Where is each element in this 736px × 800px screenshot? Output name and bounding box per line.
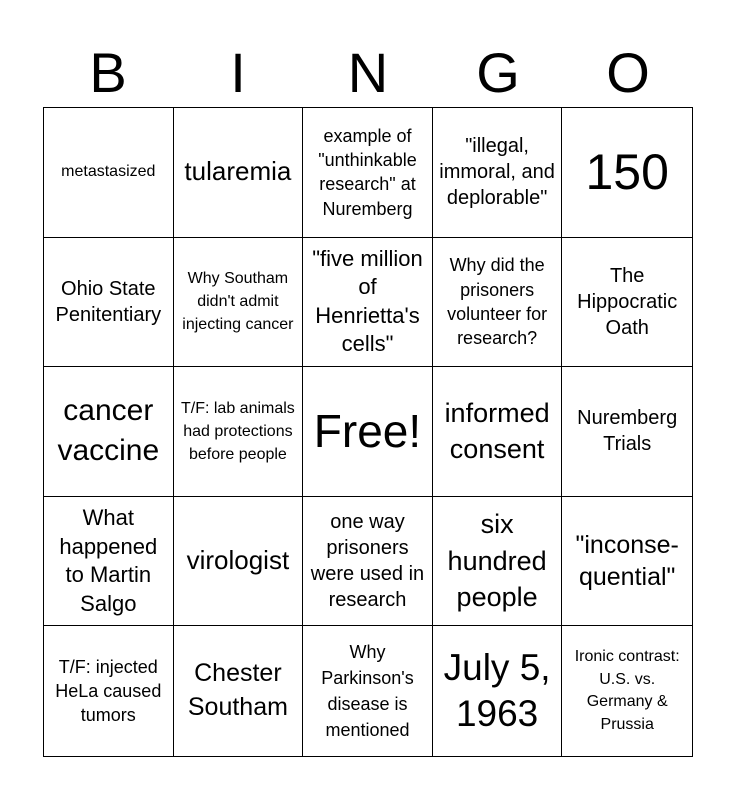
cell-label: virologist: [186, 545, 290, 576]
bingo-cell[interactable]: [433, 238, 563, 368]
bingo-cell[interactable]: [174, 108, 304, 238]
bingo-cell[interactable]: [44, 367, 174, 497]
cell-label: T/F: injected HeLa caused tumors: [55, 656, 162, 726]
header-letter-n: N: [347, 41, 389, 104]
header-letter-g: G: [476, 41, 520, 104]
bingo-cell[interactable]: [433, 367, 563, 497]
bingo-cell[interactable]: [174, 238, 304, 368]
cell-label: Why Parkinson's disease is mentioned: [321, 642, 414, 741]
bingo-cell[interactable]: [303, 108, 433, 238]
cell-label: Why Southam didn't admit injecting cancer: [182, 270, 294, 334]
cell-label: Chester Southam: [187, 659, 288, 722]
bingo-cell[interactable]: [174, 367, 304, 497]
cell-label: Nuremberg Trials: [577, 407, 678, 456]
bingo-cell[interactable]: [303, 626, 433, 756]
cell-label: T/F: lab animals had protections before people: [180, 399, 295, 464]
cell-label: one way prisoners were used in research: [310, 511, 425, 612]
cell-label: informed consent: [444, 398, 550, 465]
cell-label: The Hippocratic Oath: [577, 264, 678, 339]
header-letter-i: I: [230, 41, 246, 104]
cell-label: "inconse-quential": [575, 530, 679, 592]
bingo-cell[interactable]: [44, 626, 174, 756]
cell-label: 150: [585, 143, 669, 200]
cell-label: Ohio State Penitentiary: [55, 277, 162, 326]
cell-label: metastasized: [61, 163, 156, 181]
cell-label: "five million of Henrietta's cells": [312, 245, 423, 357]
bingo-cell[interactable]: [562, 108, 692, 238]
cell-label: "illegal, immoral, and deplorable": [439, 135, 555, 210]
cell-label: example of "unthinkable research" at Nuremberg: [318, 125, 417, 219]
bingo-board: [43, 107, 693, 757]
cell-label: tularemia: [184, 156, 292, 187]
cell-label: cancer vaccine: [57, 393, 160, 468]
bingo-cell[interactable]: [303, 367, 433, 497]
bingo-cell[interactable]: [562, 626, 692, 756]
bingo-cell[interactable]: [433, 497, 563, 627]
bingo-header: [43, 40, 693, 106]
bingo-cell[interactable]: [44, 238, 174, 368]
bingo-cell[interactable]: [174, 497, 304, 627]
bingo-cell[interactable]: [562, 497, 692, 627]
bingo-cell[interactable]: [44, 108, 174, 238]
header-letter-b: B: [89, 41, 127, 104]
bingo-cell[interactable]: [433, 626, 563, 756]
cell-label: Free!: [313, 405, 422, 458]
bingo-cell[interactable]: [303, 238, 433, 368]
bingo-cell[interactable]: [433, 108, 563, 238]
bingo-cell[interactable]: [44, 497, 174, 627]
cell-label: Ironic contrast: U.S. vs. Germany & Prussia: [574, 648, 680, 733]
cell-label: What happened to Martin Salgo: [59, 504, 158, 616]
cell-label: six hundred people: [447, 509, 547, 613]
cell-label: July 5, 1963: [443, 646, 551, 735]
bingo-cell[interactable]: [303, 497, 433, 627]
bingo-cell[interactable]: [562, 238, 692, 368]
bingo-cell[interactable]: [562, 367, 692, 497]
bingo-cell[interactable]: [174, 626, 304, 756]
header-letter-o: O: [606, 41, 650, 104]
cell-label: Why did the prisoners volunteer for research?: [447, 255, 548, 349]
